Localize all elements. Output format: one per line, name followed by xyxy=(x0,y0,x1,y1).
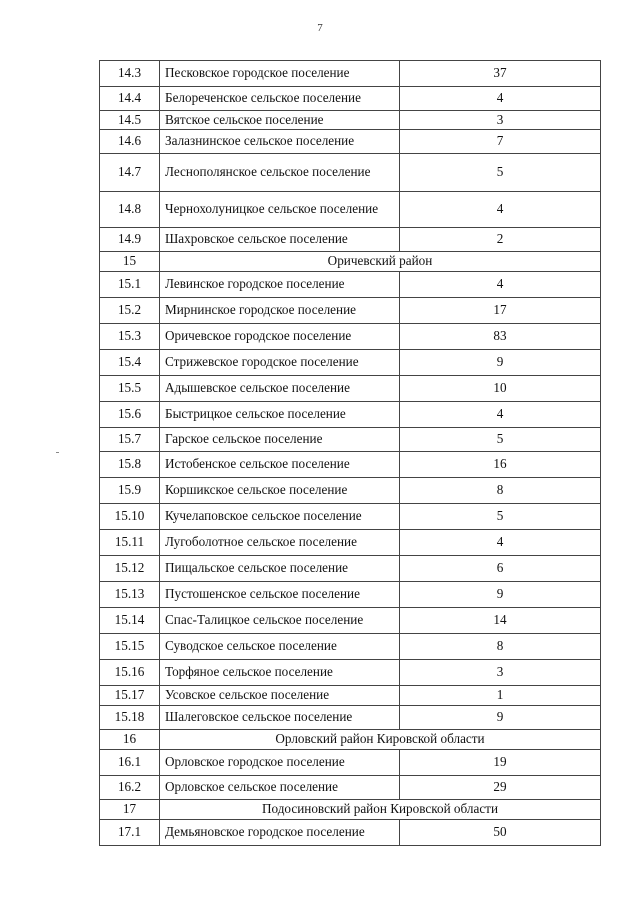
row-number: 15.7 xyxy=(100,428,160,452)
settlement-name: Пищальское сельское поселение xyxy=(160,556,400,582)
table-row xyxy=(100,504,601,530)
settlement-name: Стрижевское городское поселение xyxy=(160,350,400,376)
row-number: 15.5 xyxy=(100,376,160,402)
settlement-count: 1 xyxy=(400,686,601,706)
settlement-count: 4 xyxy=(400,272,601,298)
settlement-name: Спас-Талицкое сельское поселение xyxy=(160,608,400,634)
district-header-row xyxy=(100,252,601,272)
row-number: 15.9 xyxy=(100,478,160,504)
settlement-count: 37 xyxy=(400,61,601,87)
settlement-count: 5 xyxy=(400,504,601,530)
row-number: 14.4 xyxy=(100,87,160,111)
table-row xyxy=(100,452,601,478)
settlement-count: 14 xyxy=(400,608,601,634)
settlement-count: 4 xyxy=(400,530,601,556)
district-name: Оричевский район xyxy=(160,252,601,272)
settlement-name: Усовское сельское поселение xyxy=(160,686,400,706)
row-number: 15.10 xyxy=(100,504,160,530)
settlement-count: 83 xyxy=(400,324,601,350)
row-number: 15.6 xyxy=(100,402,160,428)
row-number: 16.2 xyxy=(100,776,160,800)
settlement-name: Гарское сельское поселение xyxy=(160,428,400,452)
settlement-count: 4 xyxy=(400,402,601,428)
settlement-count: 19 xyxy=(400,750,601,776)
table-row xyxy=(100,298,601,324)
row-number: 15.14 xyxy=(100,608,160,634)
row-number: 15.15 xyxy=(100,634,160,660)
row-number: 15.2 xyxy=(100,298,160,324)
table-row xyxy=(100,324,601,350)
row-number: 15.13 xyxy=(100,582,160,608)
settlement-count: 8 xyxy=(400,634,601,660)
table-row xyxy=(100,192,601,228)
row-number: 16.1 xyxy=(100,750,160,776)
settlement-count: 16 xyxy=(400,452,601,478)
settlement-name: Белореченское сельское поселение xyxy=(160,87,400,111)
table-row xyxy=(100,582,601,608)
row-number: 14.7 xyxy=(100,154,160,192)
row-number: 15 xyxy=(100,252,160,272)
row-number: 15.11 xyxy=(100,530,160,556)
district-name: Подосиновский район Кировской области xyxy=(160,800,601,820)
settlement-count: 8 xyxy=(400,478,601,504)
settlement-name: Лугоболотное сельское поселение xyxy=(160,530,400,556)
table-row xyxy=(100,228,601,252)
table-row xyxy=(100,61,601,87)
table-row xyxy=(100,820,601,846)
row-number: 14.8 xyxy=(100,192,160,228)
table-row xyxy=(100,634,601,660)
table-row xyxy=(100,428,601,452)
table-row xyxy=(100,776,601,800)
district-header-row xyxy=(100,730,601,750)
table-row xyxy=(100,706,601,730)
row-number: 17.1 xyxy=(100,820,160,846)
settlement-name: Оричевское городское поселение xyxy=(160,324,400,350)
settlement-count: 5 xyxy=(400,154,601,192)
table-row xyxy=(100,154,601,192)
row-number: 16 xyxy=(100,730,160,750)
table-row xyxy=(100,350,601,376)
scan-mark xyxy=(56,452,59,453)
settlement-name: Суводское сельское поселение xyxy=(160,634,400,660)
settlement-name: Адышевское сельское поселение xyxy=(160,376,400,402)
table-row xyxy=(100,556,601,582)
settlement-count: 29 xyxy=(400,776,601,800)
settlement-count: 3 xyxy=(400,111,601,130)
row-number: 15.18 xyxy=(100,706,160,730)
district-name: Орловский район Кировской области xyxy=(160,730,601,750)
settlement-name: Орловское сельское поселение xyxy=(160,776,400,800)
settlement-name: Чернохолуницкое сельское поселение xyxy=(160,192,400,228)
settlement-count: 2 xyxy=(400,228,601,252)
settlement-name: Шалеговское сельское поселение xyxy=(160,706,400,730)
settlement-count: 9 xyxy=(400,706,601,730)
settlement-name: Залазнинское сельское поселение xyxy=(160,130,400,154)
settlement-name: Леснополянское сельское поселение xyxy=(160,154,400,192)
settlement-count: 3 xyxy=(400,660,601,686)
settlement-name: Истобенское сельское поселение xyxy=(160,452,400,478)
settlement-name: Торфяное сельское поселение xyxy=(160,660,400,686)
settlement-name: Орловское городское поселение xyxy=(160,750,400,776)
row-number: 14.6 xyxy=(100,130,160,154)
table-row xyxy=(100,478,601,504)
settlement-name: Кучелаповское сельское поселение xyxy=(160,504,400,530)
row-number: 15.12 xyxy=(100,556,160,582)
settlement-name: Демьяновское городское поселение xyxy=(160,820,400,846)
settlement-name: Песковское городское поселение xyxy=(160,61,400,87)
settlement-count: 9 xyxy=(400,582,601,608)
settlement-count: 7 xyxy=(400,130,601,154)
settlement-count: 10 xyxy=(400,376,601,402)
settlement-count: 4 xyxy=(400,192,601,228)
row-number: 15.17 xyxy=(100,686,160,706)
settlement-name: Мирнинское городское поселение xyxy=(160,298,400,324)
settlement-count: 5 xyxy=(400,428,601,452)
row-number: 14.5 xyxy=(100,111,160,130)
settlement-count: 9 xyxy=(400,350,601,376)
table-row xyxy=(100,402,601,428)
table-row xyxy=(100,750,601,776)
row-number: 15.16 xyxy=(100,660,160,686)
settlement-name: Пустошенское сельское поселение xyxy=(160,582,400,608)
table-row xyxy=(100,130,601,154)
page-number: 7 xyxy=(317,22,323,34)
settlement-count: 17 xyxy=(400,298,601,324)
row-number: 15.1 xyxy=(100,272,160,298)
row-number: 15.3 xyxy=(100,324,160,350)
settlement-name: Шахровское сельское поселение xyxy=(160,228,400,252)
table-row xyxy=(100,87,601,111)
table-row xyxy=(100,686,601,706)
settlement-count: 6 xyxy=(400,556,601,582)
table-row xyxy=(100,660,601,686)
table-row xyxy=(100,530,601,556)
table-row xyxy=(100,272,601,298)
settlement-count: 50 xyxy=(400,820,601,846)
table-row xyxy=(100,111,601,130)
settlement-name: Быстрицкое сельское поселение xyxy=(160,402,400,428)
settlement-name: Вятское сельское поселение xyxy=(160,111,400,130)
table-body xyxy=(100,61,601,846)
settlement-name: Левинское городское поселение xyxy=(160,272,400,298)
row-number: 15.8 xyxy=(100,452,160,478)
district-header-row xyxy=(100,800,601,820)
table-row xyxy=(100,376,601,402)
settlement-name: Коршикское сельское поселение xyxy=(160,478,400,504)
row-number: 15.4 xyxy=(100,350,160,376)
table-row xyxy=(100,608,601,634)
settlements-table xyxy=(99,60,601,846)
row-number: 14.9 xyxy=(100,228,160,252)
row-number: 17 xyxy=(100,800,160,820)
settlement-count: 4 xyxy=(400,87,601,111)
row-number: 14.3 xyxy=(100,61,160,87)
